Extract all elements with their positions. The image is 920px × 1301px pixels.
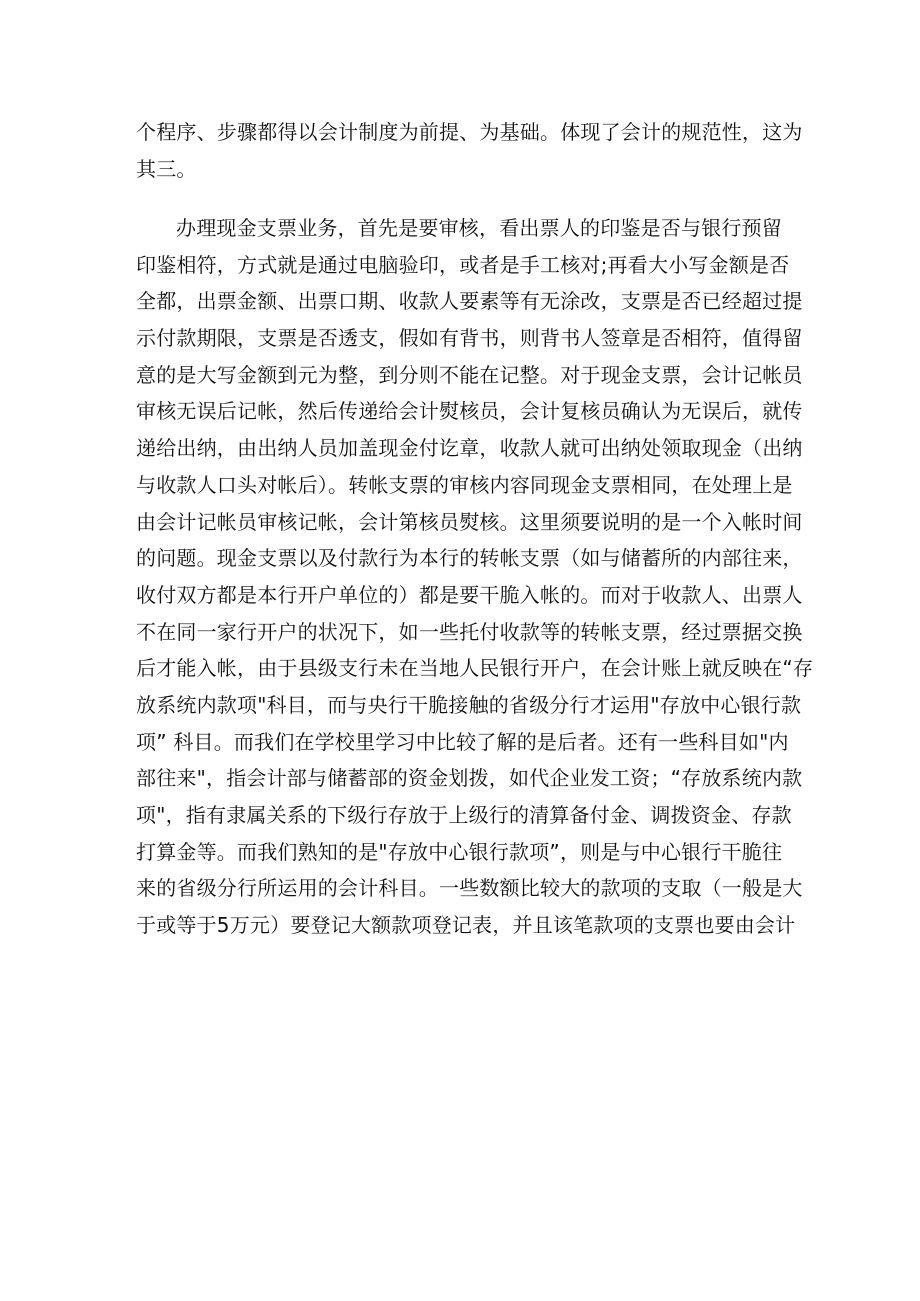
text-line: 后才能入帐，由于县级支行未在当地人民银行开户，在会计账上就反映在“存	[136, 656, 814, 681]
text-line-first: 办理现金支票业务，首先是要审核，看出票人的印鉴是否与银行预留	[176, 216, 782, 240]
text-line: 印鉴相符，方式就是通过电脑验印，或者是手工核对;再看大小写金额是否	[136, 252, 790, 277]
text-line: 放系统内款项"科目，而与央行干脆接触的省级分行才运用"存放中心银行款	[136, 692, 802, 717]
text-line: 全都，出票金额、出票口期、收款人要素等有无涂改，支票是否已经超过提	[136, 289, 803, 314]
text-line: 递给出纳，由出纳人员加盖现金付讫章，收款人就可出纳处领取现金（出纳	[136, 436, 803, 461]
text-line: 不在同一家行开户的状况下，如一些托付收款等的转帐支票，经过票据交换	[136, 619, 803, 644]
text-line: 示付款期限，支票是否透支，假如有背书，则背书人签章是否相符，值得留	[136, 326, 803, 351]
text-line: 意的是大写金额到元为整，到分则不能在记整。对于现金支票，会计记帐员	[136, 362, 803, 387]
text-line: 审核无误后记帐，然后传递给会计熨核员，会计复核员确认为无误后，就传	[136, 399, 803, 424]
text-line: 个程序、步骤都得以会计制度为前提、为基础。体现了会计的规范性，这为	[136, 120, 803, 144]
text-line: 打算金等。而我们熟知的是"存放中心银行款项”，则是与中心银行干脆往	[136, 839, 783, 864]
text-line: 项"，指有隶属关系的下级行存放于上级行的清算备付金、调拨资金、存款	[136, 803, 792, 827]
text-line: 与收款人口头对帐后）。转帐支票的审核内容同现金支票相同，在处理上是	[136, 472, 793, 497]
text-line: 于或等于5万元）要登记大额款项登记表，并且该笔款项的支票也要由会计	[136, 913, 796, 938]
text-line: 其三。	[136, 156, 197, 181]
text-line: 由会计记帐员审核记帐，会计第核员熨核。这里须要说明的是一个入帐时间	[136, 509, 803, 534]
text-line: 项” 科目。而我们在学校里学习中比较了解的是后者。还有一些科目如"内	[136, 729, 789, 754]
text-line: 收付双方都是本行开户单位的）都是要干脆入帐的。而对于收款人、出票人	[136, 582, 803, 607]
paragraph-continuation	[136, 114, 803, 187]
text-line: 的问题。现金支票以及付款行为本行的转帐支票（如与储蓄所的内部往来，	[136, 546, 803, 571]
text-line: 部往来"，指会计部与储蓄部的资金划拨，如代企业发工资；“存放系统内款	[136, 766, 803, 791]
paragraph-main	[136, 210, 814, 944]
text-line: 来的省级分行所运用的会计科目。一些数额比较大的款项的支取（一般是大	[136, 876, 803, 901]
